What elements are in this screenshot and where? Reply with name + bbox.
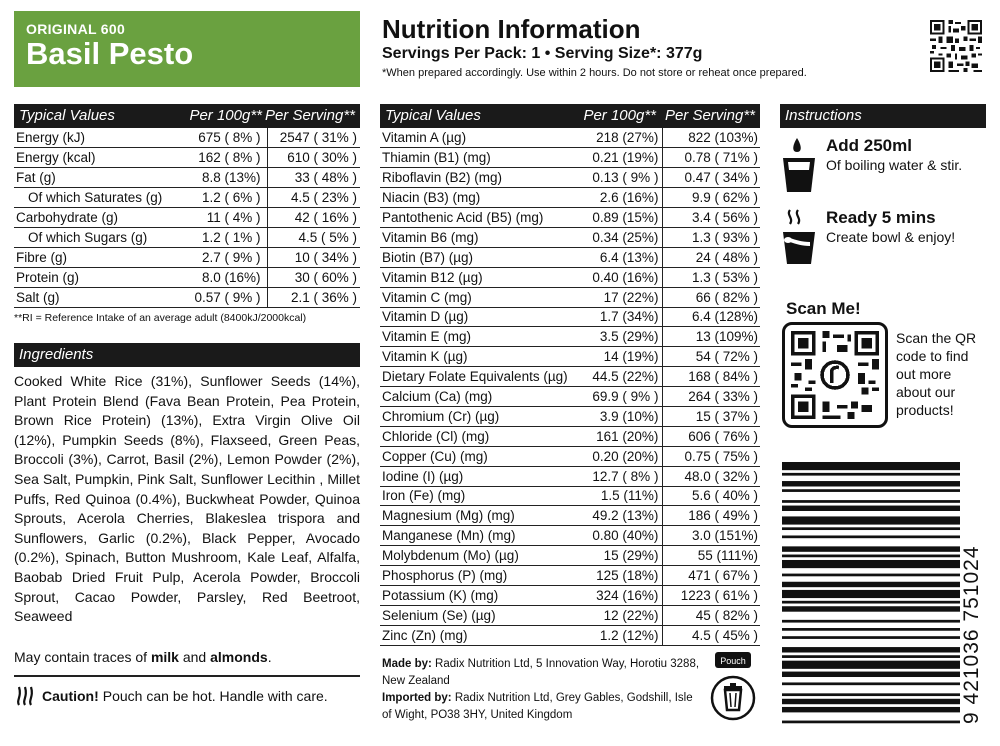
brand-banner — [14, 11, 360, 87]
per-100g-value: 3.9 (10%) — [570, 406, 663, 426]
nutrient-label: Energy (kJ) — [14, 128, 179, 148]
per-100g-value: 1.2 ( 1% ) — [179, 227, 267, 247]
per-serving-value: 1223 ( 61% ) — [663, 585, 760, 605]
macronutrient-table-header — [14, 104, 360, 128]
table-row — [14, 148, 360, 168]
table-row — [14, 247, 360, 267]
nutrient-label: Magnesium (Mg) (mg) — [380, 506, 570, 526]
micronutrient-table-header — [380, 104, 760, 128]
imported-by-label: Imported by: — [382, 692, 452, 704]
table-row — [380, 566, 760, 586]
table-row — [380, 148, 760, 168]
table-row — [380, 247, 760, 267]
per-serving-value: 48.0 ( 32% ) — [663, 466, 760, 486]
per-serving-value: 66 ( 82% ) — [663, 287, 760, 307]
trash-bin-icon — [706, 652, 760, 722]
serving-info: Servings Per Pack: 1 • Serving Size*: 377g — [382, 45, 703, 62]
nutrition-header — [382, 14, 912, 79]
col-typical-values: Typical Values — [385, 107, 481, 124]
nutrient-label: Iodine (I) (µg) — [380, 466, 570, 486]
heat-warning-icon — [14, 685, 36, 707]
instructions-panel — [780, 104, 986, 266]
per-100g-value: 6.4 (13%) — [570, 247, 663, 267]
allergen-milk: milk — [150, 648, 179, 665]
table-row — [380, 168, 760, 188]
step-2-title: Ready 5 mins — [826, 208, 936, 227]
nutrient-label: Carbohydrate (g) — [14, 208, 179, 228]
table-row — [380, 605, 760, 625]
per-100g-value: 12.7 ( 8% ) — [570, 466, 663, 486]
table-row — [380, 526, 760, 546]
per-serving-value: 33 ( 48% ) — [267, 168, 360, 188]
caution-text: Pouch can be hot. Handle with care. — [102, 687, 328, 704]
table-row — [380, 367, 760, 387]
table-row — [14, 227, 360, 247]
nutrient-label: Molybdenum (Mo) (µg) — [380, 546, 570, 566]
col-per-100g: Per 100g** — [189, 107, 262, 124]
nutrient-label: Of which Saturates (g) — [14, 188, 179, 208]
per-100g-value: 0.20 (20%) — [570, 446, 663, 466]
col-per-serving: Per Serving** — [264, 107, 355, 124]
per-serving-value: 264 ( 33% ) — [663, 387, 760, 407]
nutrient-label: Fibre (g) — [14, 247, 179, 267]
nutrient-label: Dietary Folate Equivalents (µg) — [380, 367, 570, 387]
per-serving-value: 42 ( 16% ) — [267, 208, 360, 228]
table-row — [380, 227, 760, 247]
nutrient-label: Selenium (Se) (µg) — [380, 605, 570, 625]
brand-subtitle: ORIGINAL 600 — [26, 21, 126, 37]
per-serving-value: 1.3 ( 93% ) — [663, 227, 760, 247]
per-100g-value: 1.5 (11%) — [570, 486, 663, 506]
boiling-water-cup-icon — [780, 136, 818, 194]
per-serving-value: 3.4 ( 56% ) — [663, 208, 760, 228]
col-per-100g: Per 100g** — [583, 107, 656, 124]
per-serving-value: 471 ( 67% ) — [663, 566, 760, 586]
nutrient-label: Biotin (B7) (µg) — [380, 247, 570, 267]
nutrient-label: Protein (g) — [14, 267, 179, 287]
per-100g-value: 1.7 (34%) — [570, 307, 663, 327]
table-row — [14, 168, 360, 188]
nutrient-label: Niacin (B3) (mg) — [380, 188, 570, 208]
ingredients-header: Ingredients — [14, 343, 360, 367]
nutrient-label: Riboflavin (B2) (mg) — [380, 168, 570, 188]
nutrient-label: Copper (Cu) (mg) — [380, 446, 570, 466]
imported-by-text: Radix Nutrition Ltd, Grey Gables, Godshill, Isle of Wight, PO38 3HY, United Kingdom — [382, 692, 693, 721]
per-100g-value: 8.8 (13%) — [179, 168, 267, 188]
per-100g-value: 0.89 (15%) — [570, 208, 663, 228]
allergen-traces: May contain traces of milk and almonds. — [14, 648, 272, 665]
per-100g-value: 0.80 (40%) — [570, 526, 663, 546]
per-serving-value: 5.6 ( 40% ) — [663, 486, 760, 506]
table-row — [14, 188, 360, 208]
per-serving-value: 0.75 ( 75% ) — [663, 446, 760, 466]
per-100g-value: 0.40 (16%) — [570, 267, 663, 287]
per-serving-value: 15 ( 37% ) — [663, 406, 760, 426]
table-row — [380, 406, 760, 426]
manufacturer-info — [382, 656, 702, 724]
made-by-text: Radix Nutrition Ltd, 5 Innovation Way, Horotiu 3288, New Zealand — [382, 658, 700, 687]
table-row — [380, 506, 760, 526]
micronutrient-rows — [380, 128, 760, 646]
scan-text: Scan the QR code to find out more about our products! — [896, 330, 977, 418]
ingredients-panel — [14, 343, 360, 707]
macronutrient-table — [14, 104, 360, 324]
nutrient-label: Calcium (Ca) (mg) — [380, 387, 570, 407]
per-serving-value: 0.78 ( 71% ) — [663, 148, 760, 168]
col-per-serving: Per Serving** — [664, 107, 755, 124]
table-row — [380, 347, 760, 367]
table-row — [380, 486, 760, 506]
per-100g-value: 675 ( 8% ) — [179, 128, 267, 148]
per-serving-value: 2.1 ( 36% ) — [267, 287, 360, 307]
per-serving-value: 606 ( 76% ) — [663, 426, 760, 446]
table-row — [380, 327, 760, 347]
per-serving-value: 6.4 (128%) — [663, 307, 760, 327]
per-serving-value: 24 ( 48% ) — [663, 247, 760, 267]
barcode-number: 9 421036 751024 — [960, 545, 983, 724]
instruction-step-2 — [780, 208, 986, 266]
per-100g-value: 69.9 ( 9% ) — [570, 387, 663, 407]
per-serving-value: 55 (111%) — [663, 546, 760, 566]
instructions-header: Instructions — [780, 104, 986, 128]
per-serving-value: 0.47 ( 34% ) — [663, 168, 760, 188]
step-2-text: Create bowl & enjoy! — [826, 229, 956, 245]
step-1-text: Of boiling water & stir. — [826, 157, 963, 173]
per-100g-value: 3.5 (29%) — [570, 327, 663, 347]
product-name: Basil Pesto — [26, 36, 194, 71]
per-100g-value: 14 (19%) — [570, 347, 663, 367]
per-serving-value: 822 (103%) — [663, 128, 760, 148]
made-by-label: Made by: — [382, 658, 432, 670]
per-serving-value: 168 ( 84% ) — [663, 367, 760, 387]
per-100g-value: 12 (22%) — [570, 605, 663, 625]
nutrient-label: Vitamin E (mg) — [380, 327, 570, 347]
table-row — [380, 585, 760, 605]
table-row — [380, 307, 760, 327]
table-row — [380, 387, 760, 407]
per-serving-value: 1.3 ( 53% ) — [663, 267, 760, 287]
table-row — [380, 446, 760, 466]
per-100g-value: 2.7 ( 9% ) — [179, 247, 267, 267]
per-serving-value: 4.5 ( 45% ) — [663, 625, 760, 645]
ingredients-list: Cooked White Rice (31%), Sunflower Seeds (14%), Plant Protein Blend (Fava Bean Protein, Pea Protein, Brown Rice Protein) (13%), Extra Virgin Olive Oil (12%), Pumpkin Seeds (8%), Flaxseed, Green Peas, Broccoli (3%), Carrot, Basil (2%), Lemon Powder (2%), Sea Salt, Pumpkin, Pink Salt, Sunflower Lecithin , Millet Puffs, Red Quinoa (0.4%), Buckwheat Powder, Quinoa Sprouts, Acerola Cherries, Blakeslea trispora and Sunflowers, Garlic (0.2%), Black Pepper, Avocado (0.2%), Spinach, Button Mushroom, Kale Leaf, Alfalfa, Baobab Dried Fruit Pulp, Acerola Powder, Broccoli Sprout, Cacao Powder, Parsley, Red Beetroot, Seaweed — [14, 373, 360, 625]
table-row — [380, 466, 760, 486]
nutrient-label: Zinc (Zn) (mg) — [380, 625, 570, 645]
nutrient-label: Thiamin (B1) (mg) — [380, 148, 570, 168]
caution-notice — [14, 685, 360, 707]
preparation-note: *When prepared accordingly. Use within 2 hours. Do not store or reheat once prepared. — [382, 67, 807, 79]
per-serving-value: 10 ( 34% ) — [267, 247, 360, 267]
per-100g-value: 15 (29%) — [570, 546, 663, 566]
allergen-almonds: almonds — [210, 648, 268, 665]
per-serving-value: 610 ( 30% ) — [267, 148, 360, 168]
table-row — [380, 128, 760, 148]
nutrient-label: Salt (g) — [14, 287, 179, 307]
nutrient-label: Chloride (Cl) (mg) — [380, 426, 570, 446]
per-serving-value: 3.0 (151%) — [663, 526, 760, 546]
per-100g-value: 49.2 (13%) — [570, 506, 663, 526]
per-100g-value: 324 (16%) — [570, 585, 663, 605]
per-100g-value: 125 (18%) — [570, 566, 663, 586]
nutrient-label: Pantothenic Acid (B5) (mg) — [380, 208, 570, 228]
nutrient-label: Potassium (K) (mg) — [380, 585, 570, 605]
per-100g-value: 0.57 ( 9% ) — [179, 287, 267, 307]
table-row — [14, 208, 360, 228]
nutrient-label: Energy (kcal) — [14, 148, 179, 168]
table-row — [380, 546, 760, 566]
per-100g-value: 8.0 (16%) — [179, 267, 267, 287]
micronutrient-table — [380, 104, 760, 646]
divider — [14, 675, 360, 677]
per-100g-value: 11 ( 4% ) — [179, 208, 267, 228]
per-100g-value: 0.21 (19%) — [570, 148, 663, 168]
barcode-number-container — [958, 462, 986, 726]
nutrient-label: Vitamin C (mg) — [380, 287, 570, 307]
bowl-spoon-icon — [780, 208, 818, 266]
per-100g-value: 44.5 (22%) — [570, 367, 663, 387]
per-serving-value: 45 ( 82% ) — [663, 605, 760, 625]
nutrient-label: Vitamin K (µg) — [380, 347, 570, 367]
pouch-label: Pouch — [720, 656, 746, 666]
per-serving-value: 2547 ( 31% ) — [267, 128, 360, 148]
per-serving-value: 4.5 ( 23% ) — [267, 188, 360, 208]
table-row — [380, 267, 760, 287]
per-100g-value: 0.34 (25%) — [570, 227, 663, 247]
per-100g-value: 0.13 ( 9% ) — [570, 168, 663, 188]
instruction-step-1 — [780, 136, 986, 194]
qr-code-small-icon[interactable] — [930, 20, 982, 72]
nutrient-label: Vitamin B12 (µg) — [380, 267, 570, 287]
per-100g-value: 161 (20%) — [570, 426, 663, 446]
col-typical-values: Typical Values — [19, 107, 115, 124]
per-100g-value: 162 ( 8% ) — [179, 148, 267, 168]
caution-label: Caution! — [42, 687, 99, 704]
macronutrient-rows — [14, 128, 360, 308]
nutrient-label: Vitamin A (µg) — [380, 128, 570, 148]
per-serving-value: 30 ( 60% ) — [267, 267, 360, 287]
scan-title: Scan Me! — [786, 299, 861, 318]
nutrient-label: Chromium (Cr) (µg) — [380, 406, 570, 426]
table-row — [380, 625, 760, 645]
table-row — [380, 426, 760, 446]
barcode-icon — [782, 462, 960, 726]
per-100g-value: 2.6 (16%) — [570, 188, 663, 208]
table-row — [14, 128, 360, 148]
per-100g-value: 17 (22%) — [570, 287, 663, 307]
per-serving-value: 9.9 ( 62% ) — [663, 188, 760, 208]
nutrient-label: Iron (Fe) (mg) — [380, 486, 570, 506]
nutrient-label: Phosphorus (P) (mg) — [380, 566, 570, 586]
nutrient-label: Fat (g) — [14, 168, 179, 188]
nutrient-label: Of which Sugars (g) — [14, 227, 179, 247]
per-100g-value: 1.2 ( 6% ) — [179, 188, 267, 208]
nutrient-label: Vitamin B6 (mg) — [380, 227, 570, 247]
table-row — [380, 208, 760, 228]
table-row — [380, 188, 760, 208]
per-100g-value: 218 (27%) — [570, 128, 663, 148]
nutrition-title: Nutrition Information — [382, 14, 641, 44]
step-1-title: Add 250ml — [826, 136, 912, 155]
table-row — [14, 287, 360, 307]
per-100g-value: 1.2 (12%) — [570, 625, 663, 645]
table-row — [380, 287, 760, 307]
per-serving-value: 4.5 ( 5% ) — [267, 227, 360, 247]
table-row — [14, 267, 360, 287]
nutrient-label: Vitamin D (µg) — [380, 307, 570, 327]
qr-code-icon[interactable] — [782, 322, 888, 428]
per-serving-value: 13 (109%) — [663, 327, 760, 347]
per-serving-value: 186 ( 49% ) — [663, 506, 760, 526]
nutrient-label: Manganese (Mn) (mg) — [380, 526, 570, 546]
ri-note: **RI = Reference Intake of an average adult (8400kJ/2000kcal) — [14, 311, 307, 324]
per-serving-value: 54 ( 72% ) — [663, 347, 760, 367]
